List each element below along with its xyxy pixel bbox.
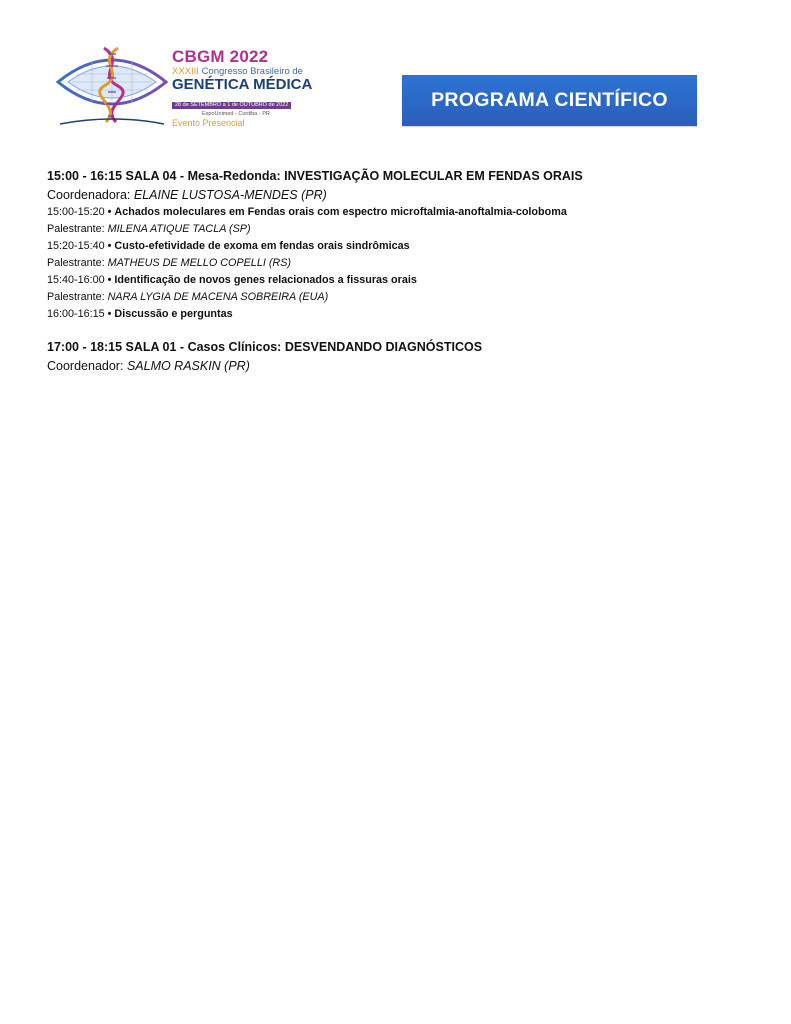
talk-item [47, 306, 747, 323]
logo-line1: Congresso Brasileiro de [201, 66, 303, 77]
congress-logo [56, 44, 316, 128]
talk-item [47, 272, 747, 289]
talk-title: Identificação de novos genes relacionados a fissuras orais [114, 274, 417, 286]
session-title: 17:00 - 18:15 SALA 01 - Casos Clínicos: DESVENDANDO DIAGNÓSTICOS [47, 340, 483, 354]
talk-speaker [47, 255, 747, 272]
talk-time: 15:00-15:20 [47, 206, 105, 218]
talk-time: 15:40-16:00 [47, 274, 105, 286]
coordinator-label: Coordenadora: [47, 188, 131, 202]
coordinator-name: SALMO RASKIN (PR) [126, 359, 250, 373]
session-coordinator [47, 357, 747, 375]
talk-speaker [47, 221, 747, 238]
logo-edition: XXXIII [172, 66, 199, 77]
talk-bullet: • [107, 274, 112, 286]
session-title: 15:00 - 16:15 SALA 04 - Mesa-Redonda: INVESTIGAÇÃO MOLECULAR EM FENDAS ORAIS [47, 169, 583, 183]
talk-time: 15:20-15:40 [47, 240, 105, 252]
program-content [47, 166, 747, 375]
speaker-name: MILENA ATIQUE TACLA (SP) [107, 223, 251, 235]
logo-line2: GENÉTICA MÉDICA [172, 76, 313, 93]
talk-title: Achados moleculares em Fendas orais com espectro microftalmia-anoftalmia-coloboma [114, 206, 567, 218]
logo-venue: ExpoUnimed - Curitiba - PR [202, 111, 270, 117]
logo-dates: 28 de SETEMBRO a 1 de OUTUBRO de 2022 [172, 102, 291, 109]
coordinator-label: Coordenador: [47, 359, 124, 373]
dna-eye-icon [56, 44, 168, 128]
talk-title: Custo-efetividade de exoma em fendas orais sindrômicas [114, 240, 410, 252]
speaker-label: Palestrante: [47, 257, 105, 269]
talk-time: 16:00-16:15 [47, 308, 105, 320]
coordinator-name: ELAINE LUSTOSA-MENDES (PR) [133, 188, 327, 202]
section-spacer [47, 323, 747, 337]
talk-bullet: • [107, 240, 112, 252]
talk-bullet: • [107, 206, 112, 218]
speaker-name: MATHEUS DE MELLO COPELLI (RS) [107, 257, 292, 269]
talk-item [47, 204, 747, 221]
logo-event-type: Evento Presencial [172, 118, 245, 128]
speaker-label: Palestrante: [47, 223, 105, 235]
speaker-name: NARA LYGIA DE MACENA SOBREIRA (EUA) [107, 291, 329, 303]
talk-speaker [47, 289, 747, 306]
talk-item [47, 238, 747, 255]
talk-title: Discussão e perguntas [114, 308, 233, 320]
program-banner: PROGRAMA CIENTÍFICO [402, 75, 697, 126]
session-coordinator [47, 186, 747, 204]
logo-acronym: CBGM 2022 [172, 47, 269, 66]
talk-bullet: • [107, 308, 112, 320]
speaker-label: Palestrante: [47, 291, 105, 303]
